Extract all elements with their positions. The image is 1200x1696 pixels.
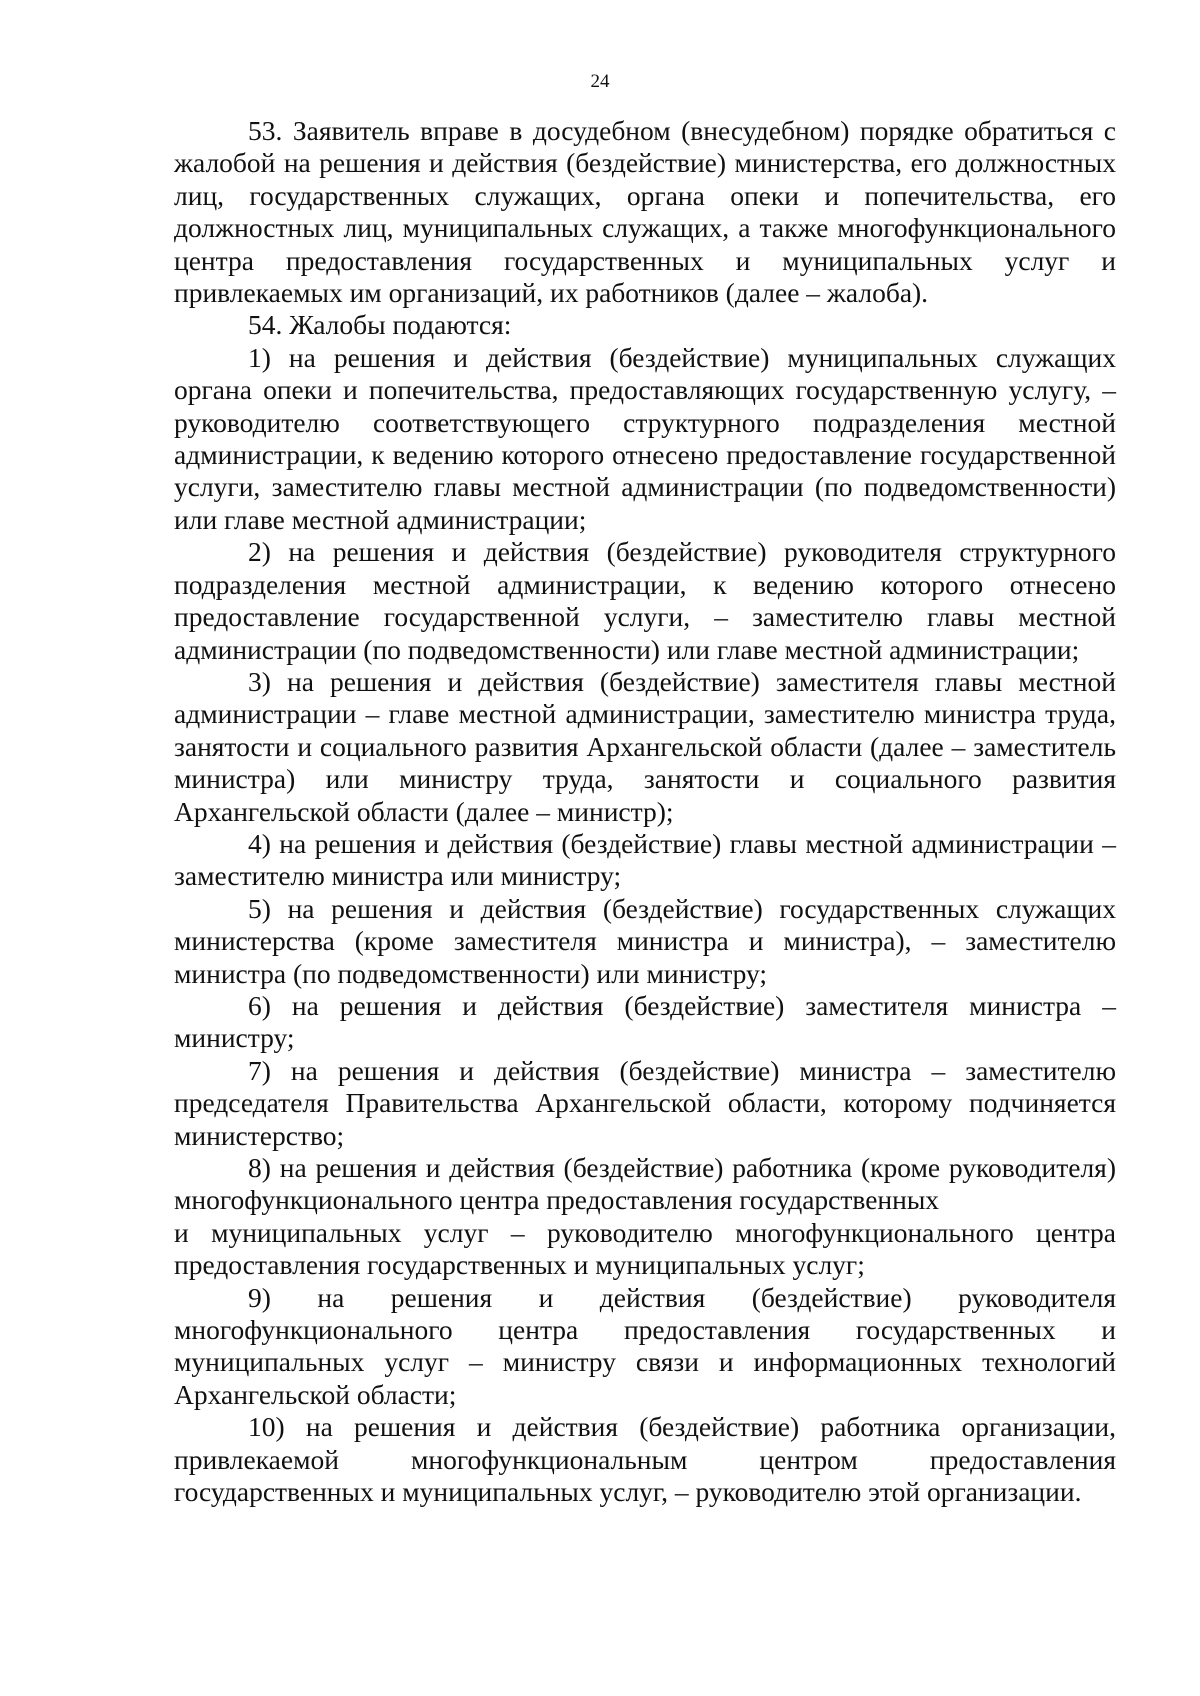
list-item-8: 8) на решения и действия (бездействие) работника (кроме руководителя) многофункционального центра предоставления государственных [174, 1152, 1116, 1216]
document-body [174, 115, 1116, 1508]
list-item-6: 6) на решения и действия (бездействие) заместителя министра – министру; [174, 989, 1116, 1054]
list-item-1: 1) на решения и действия (бездействие) муниципальных служащих органа опеки и попечительства, предоставляющих государственную услугу, – руководителю соответствующего структурного подразделения местной администрации, к ведению которого отнесено предоставление государственной услуги, заместителю главы местной администрации (по подведомственности) или главе местной администрации; [174, 341, 1116, 535]
list-item-3: 3) на решения и действия (бездействие) заместителя главы местной администрации – главе местной администрации, заместителю министра труда, занятости и социального развития Архангельской области (далее – заместитель министра) или министру труда, занятости и социального развития Архангельской области (далее – министр); [174, 665, 1116, 827]
paragraph-53: 53. Заявитель вправе в досудебном (внесудебном) порядке обратиться с жалобой на решения и действия (бездействие) министерства, его должностных лиц, государственных служащих, органа опеки и попечительства, его должностных лиц, муниципальных служащих, а также многофункционального центра предоставления государственных и муниципальных услуг и привлекаемых им организаций, их работников (далее – жалоба). [174, 115, 1116, 309]
page-number: 24 [590, 71, 610, 92]
list-item-4: 4) на решения и действия (бездействие) главы местной администрации – заместителю министра или министру; [174, 827, 1116, 892]
list-item-9: 9) на решения и действия (бездействие) руководителя многофункционального центра предоставления государственных и муниципальных услуг – министру связи и информационных технологий Архангельской области; [174, 1281, 1116, 1410]
list-item-5: 5) на решения и действия (бездействие) государственных служащих министерства (кроме заместителя министра и министра), – заместителю министра (по подведомственности) или министру; [174, 892, 1116, 989]
list-item-2: 2) на решения и действия (бездействие) руководителя структурного подразделения местной администрации, к ведению которого отнесено предоставление государственной услуги, – заместителю главы местной администрации (по подведомственности) или главе местной администрации; [174, 536, 1116, 665]
paragraph-54: 54. Жалобы подаются: [248, 309, 512, 341]
list-item-7: 7) на решения и действия (бездействие) министра – заместителю председателя Правительства Архангельской области, которому подчиняется министерство; [174, 1054, 1116, 1151]
list-item-8-continuation: и муниципальных услуг – руководителю многофункционального центра предоставления государственных и муниципальных услуг; [174, 1216, 1116, 1281]
list-item-10: 10) на решения и действия (бездействие) работника организации, привлекаемой многофункциональным центром предоставления государственных и муниципальных услуг, – руководителю этой организации. [174, 1411, 1116, 1508]
